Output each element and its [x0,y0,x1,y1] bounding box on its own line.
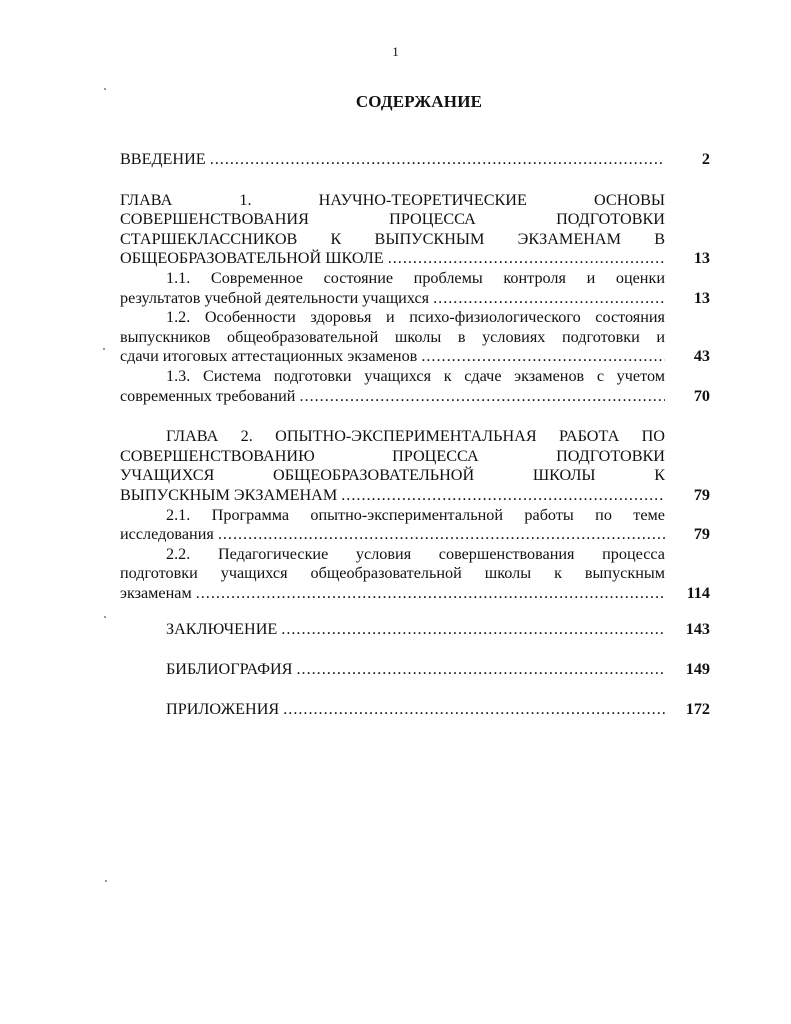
toc-page-number: 79 [693,485,710,504]
page-number: 1 [392,44,399,59]
toc-text-line: 1.3. Система подготовки учащихся к сдаче экзаменов с учетом [166,366,665,385]
toc-page-number: 172 [685,699,710,718]
toc-text-line: 2.1. Программа опытно-экспериментальной работы по теме [166,505,665,524]
toc-label: результатов учебной деятельности учащихся [120,288,430,307]
toc-page-number: 114 [686,583,710,602]
toc-entry-introduction[interactable] [120,150,710,170]
toc-label: ВВЕДЕНИЕ [120,150,206,168]
toc-text-line: СТАРШЕКЛАССНИКОВ К ВЫПУСКНЫМ ЭКЗАМЕНАМ В [120,229,665,248]
toc-text-line: подготовки учащихся общеобразовательной школы к выпускным [120,564,665,583]
toc-page-number: 13 [693,249,710,268]
toc-page-number: 79 [693,525,710,544]
dot-leader [281,620,665,640]
toc-label: БИБЛИОГРАФИЯ [166,660,293,679]
dot-leader [210,150,665,170]
toc-label: исследования [120,525,214,544]
dot-leader [299,387,665,407]
dot-leader [283,700,665,720]
toc-page-number: 70 [693,386,710,405]
toc-label: ОБЩЕОБРАЗОВАТЕЛЬНОЙ ШКОЛЕ [120,249,384,268]
table-of-contents [120,150,710,719]
toc-entry-section-2-2[interactable] [120,545,710,604]
toc-entry-appendices[interactable] [166,700,710,720]
toc-label: современных требований [120,386,296,405]
toc-text-line: ГЛАВА 1. НАУЧНО-ТЕОРЕТИЧЕСКИЕ ОСНОВЫ [120,190,665,209]
toc-text-line: УЧАЩИХСЯ ОБЩЕОБРАЗОВАТЕЛЬНОЙ ШКОЛЫ К [120,466,665,485]
dot-leader [218,525,665,545]
toc-page-number: 13 [693,288,710,307]
toc-text-line: 2.2. Педагогические условия совершенствования процесса [166,544,665,563]
toc-entry-section-1-1[interactable] [120,269,710,308]
toc-entry-conclusion[interactable] [166,620,710,640]
toc-entry-section-1-2[interactable] [120,308,710,367]
scan-speck [103,348,105,350]
toc-page-number: 149 [685,660,710,679]
toc-label: ПРИЛОЖЕНИЯ [166,699,280,718]
dot-leader [421,347,665,367]
scan-speck [104,616,106,618]
page-title: СОДЕРЖАНИЕ [355,92,483,111]
dot-leader [196,584,665,604]
toc-entry-chapter-1[interactable] [120,191,710,269]
toc-text-line: выпускников общеобразовательной школы в условиях подготовки и [120,327,665,346]
scan-speck [104,88,106,90]
toc-text-line: 1.2. Особенности здоровья и психо-физиологического состояния [166,308,665,327]
toc-text-line: СОВЕРШЕНСТВОВАНИЮ ПРОЦЕССА ПОДГОТОВКИ [120,446,665,465]
toc-text-line: ГЛАВА 2. ОПЫТНО-ЭКСПЕРИМЕНТАЛЬНАЯ РАБОТА ПО [166,427,665,446]
dot-leader [388,249,665,269]
scan-speck [105,880,107,882]
toc-entry-section-1-3[interactable] [120,367,710,406]
toc-text-line: СОВЕРШЕНСТВОВАНИЯ ПРОЦЕССА ПОДГОТОВКИ [120,210,665,229]
toc-label: ЗАКЛЮЧЕНИЕ [166,620,278,639]
dot-leader [341,486,665,506]
toc-label: сдачи итоговых аттестационных экзаменов [120,347,418,366]
toc-label: ВЫПУСКНЫМ ЭКЗАМЕНАМ [120,485,338,504]
dot-leader [433,289,665,309]
toc-entry-section-2-1[interactable] [120,506,710,545]
toc-entry-chapter-2[interactable] [120,427,710,505]
toc-page-number: 43 [693,347,710,366]
toc-page-number: 143 [685,620,710,639]
toc-text-line: 1.1. Современное состояние проблемы контроля и оценки [166,268,665,287]
toc-page-number: 2 [701,150,710,168]
toc-entry-bibliography[interactable] [166,660,710,680]
dot-leader [296,660,665,680]
toc-label: экзаменам [120,583,192,602]
